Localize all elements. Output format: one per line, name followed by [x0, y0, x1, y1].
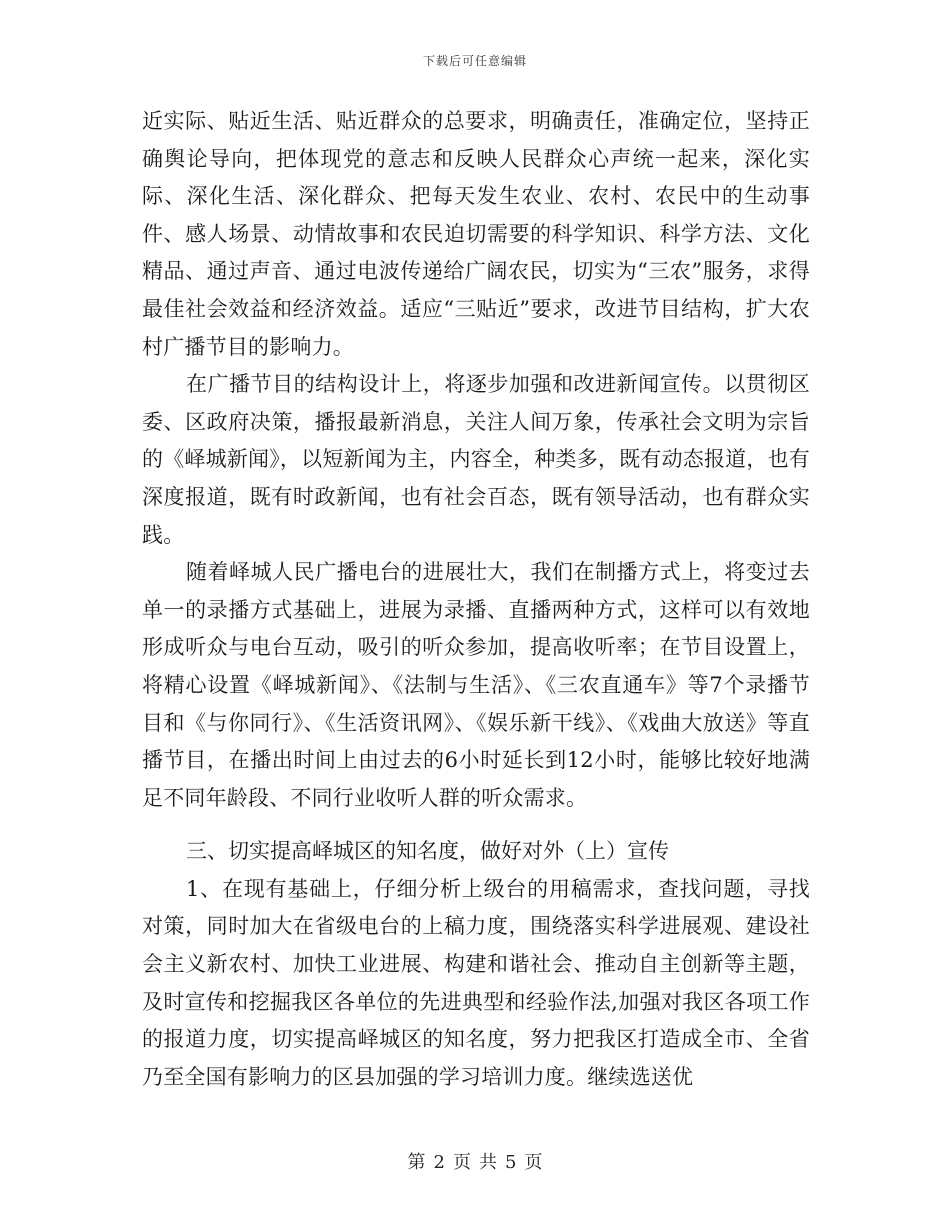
section-paragraph-1: 1、在现有基础上，仔细分析上级台的用稿需求，查找问题，寻找对策，同时加大在省级电台的上稿力度，围绕落实科学进展观、建设社会主义新农村、加快工业进展、构建和谐社会、推动自主创新等主题，及时宣传和挖掘我区各单位的先进典型和经验作法,加强对我区各项工作的报道力度，切实提高峄城区的知名度，努力把我区打造成全市、全省乃至全国有影响力的区县加强的学习培训力度。继续选送优	[142, 876, 810, 1089]
paragraph-broadcast-mode: 随着峄城人民广播电台的进展壮大，我们在制播方式上，将变过去单一的录播方式基础上，进展为录播、直播两种方式，这样可以有效地形成听众与电台互动，吸引的听众参加，提高收听率；在节目设置上，将精心设置《峄城新闻》、《法制与生活》、《三农直通车》等7个录播节目和《与你同行》、《生活资讯网》、《娱乐新干线》、《戏曲大放送》等直播节目，在播出时间上由过去的6小时延长到12小时，能够比较好地满足不同年龄段、不同行业收听人群的听众需求。	[142, 560, 810, 810]
footer-page-number: 2	[433, 1152, 445, 1173]
footer-page-unit: 页	[453, 1152, 471, 1173]
footer-total-pages: 5	[505, 1152, 517, 1173]
footer-total-unit: 页	[524, 1152, 543, 1173]
footer-prefix: 第	[407, 1152, 426, 1173]
document-body	[142, 103, 810, 1096]
page-footer	[0, 1148, 950, 1174]
paragraph-news-structure: 在广播节目的结构设计上，将逐步加强和改进新闻宣传。以贯彻区委、区政府决策，播报最新消息，关注人间万象，传承社会文明为宗旨的《峄城新闻》，以短新闻为主，内容全，种类多，既有动态报道，也有深度报道，既有时政新闻，也有社会百态，既有领导活动，也有群众实践。	[142, 372, 810, 547]
section-heading: 三、切实提高峄城区的知名度，做好对外（上）宣传	[186, 839, 669, 864]
paragraph-continued: 近实际、贴近生活、贴近群众的总要求，明确责任，准确定位，坚持正确舆论导向，把体现党的意志和反映人民群众心声统一起来，深化实际、深化生活、深化群众、把每天发生农业、农村、农民中的生动事件、感人场景、动情故事和农民迫切需要的科学知识、科学方法、文化精品、通过声音、通过电波传递给广阔农民，切实为“三农”服务，求得最佳社会效益和经济效益。适应“三贴近”要求，改进节目结构，扩大农村广播节目的影响力。	[142, 109, 810, 359]
footer-total-prefix: 共	[479, 1152, 497, 1173]
page-header: 下载后可任意编辑	[422, 54, 527, 68]
